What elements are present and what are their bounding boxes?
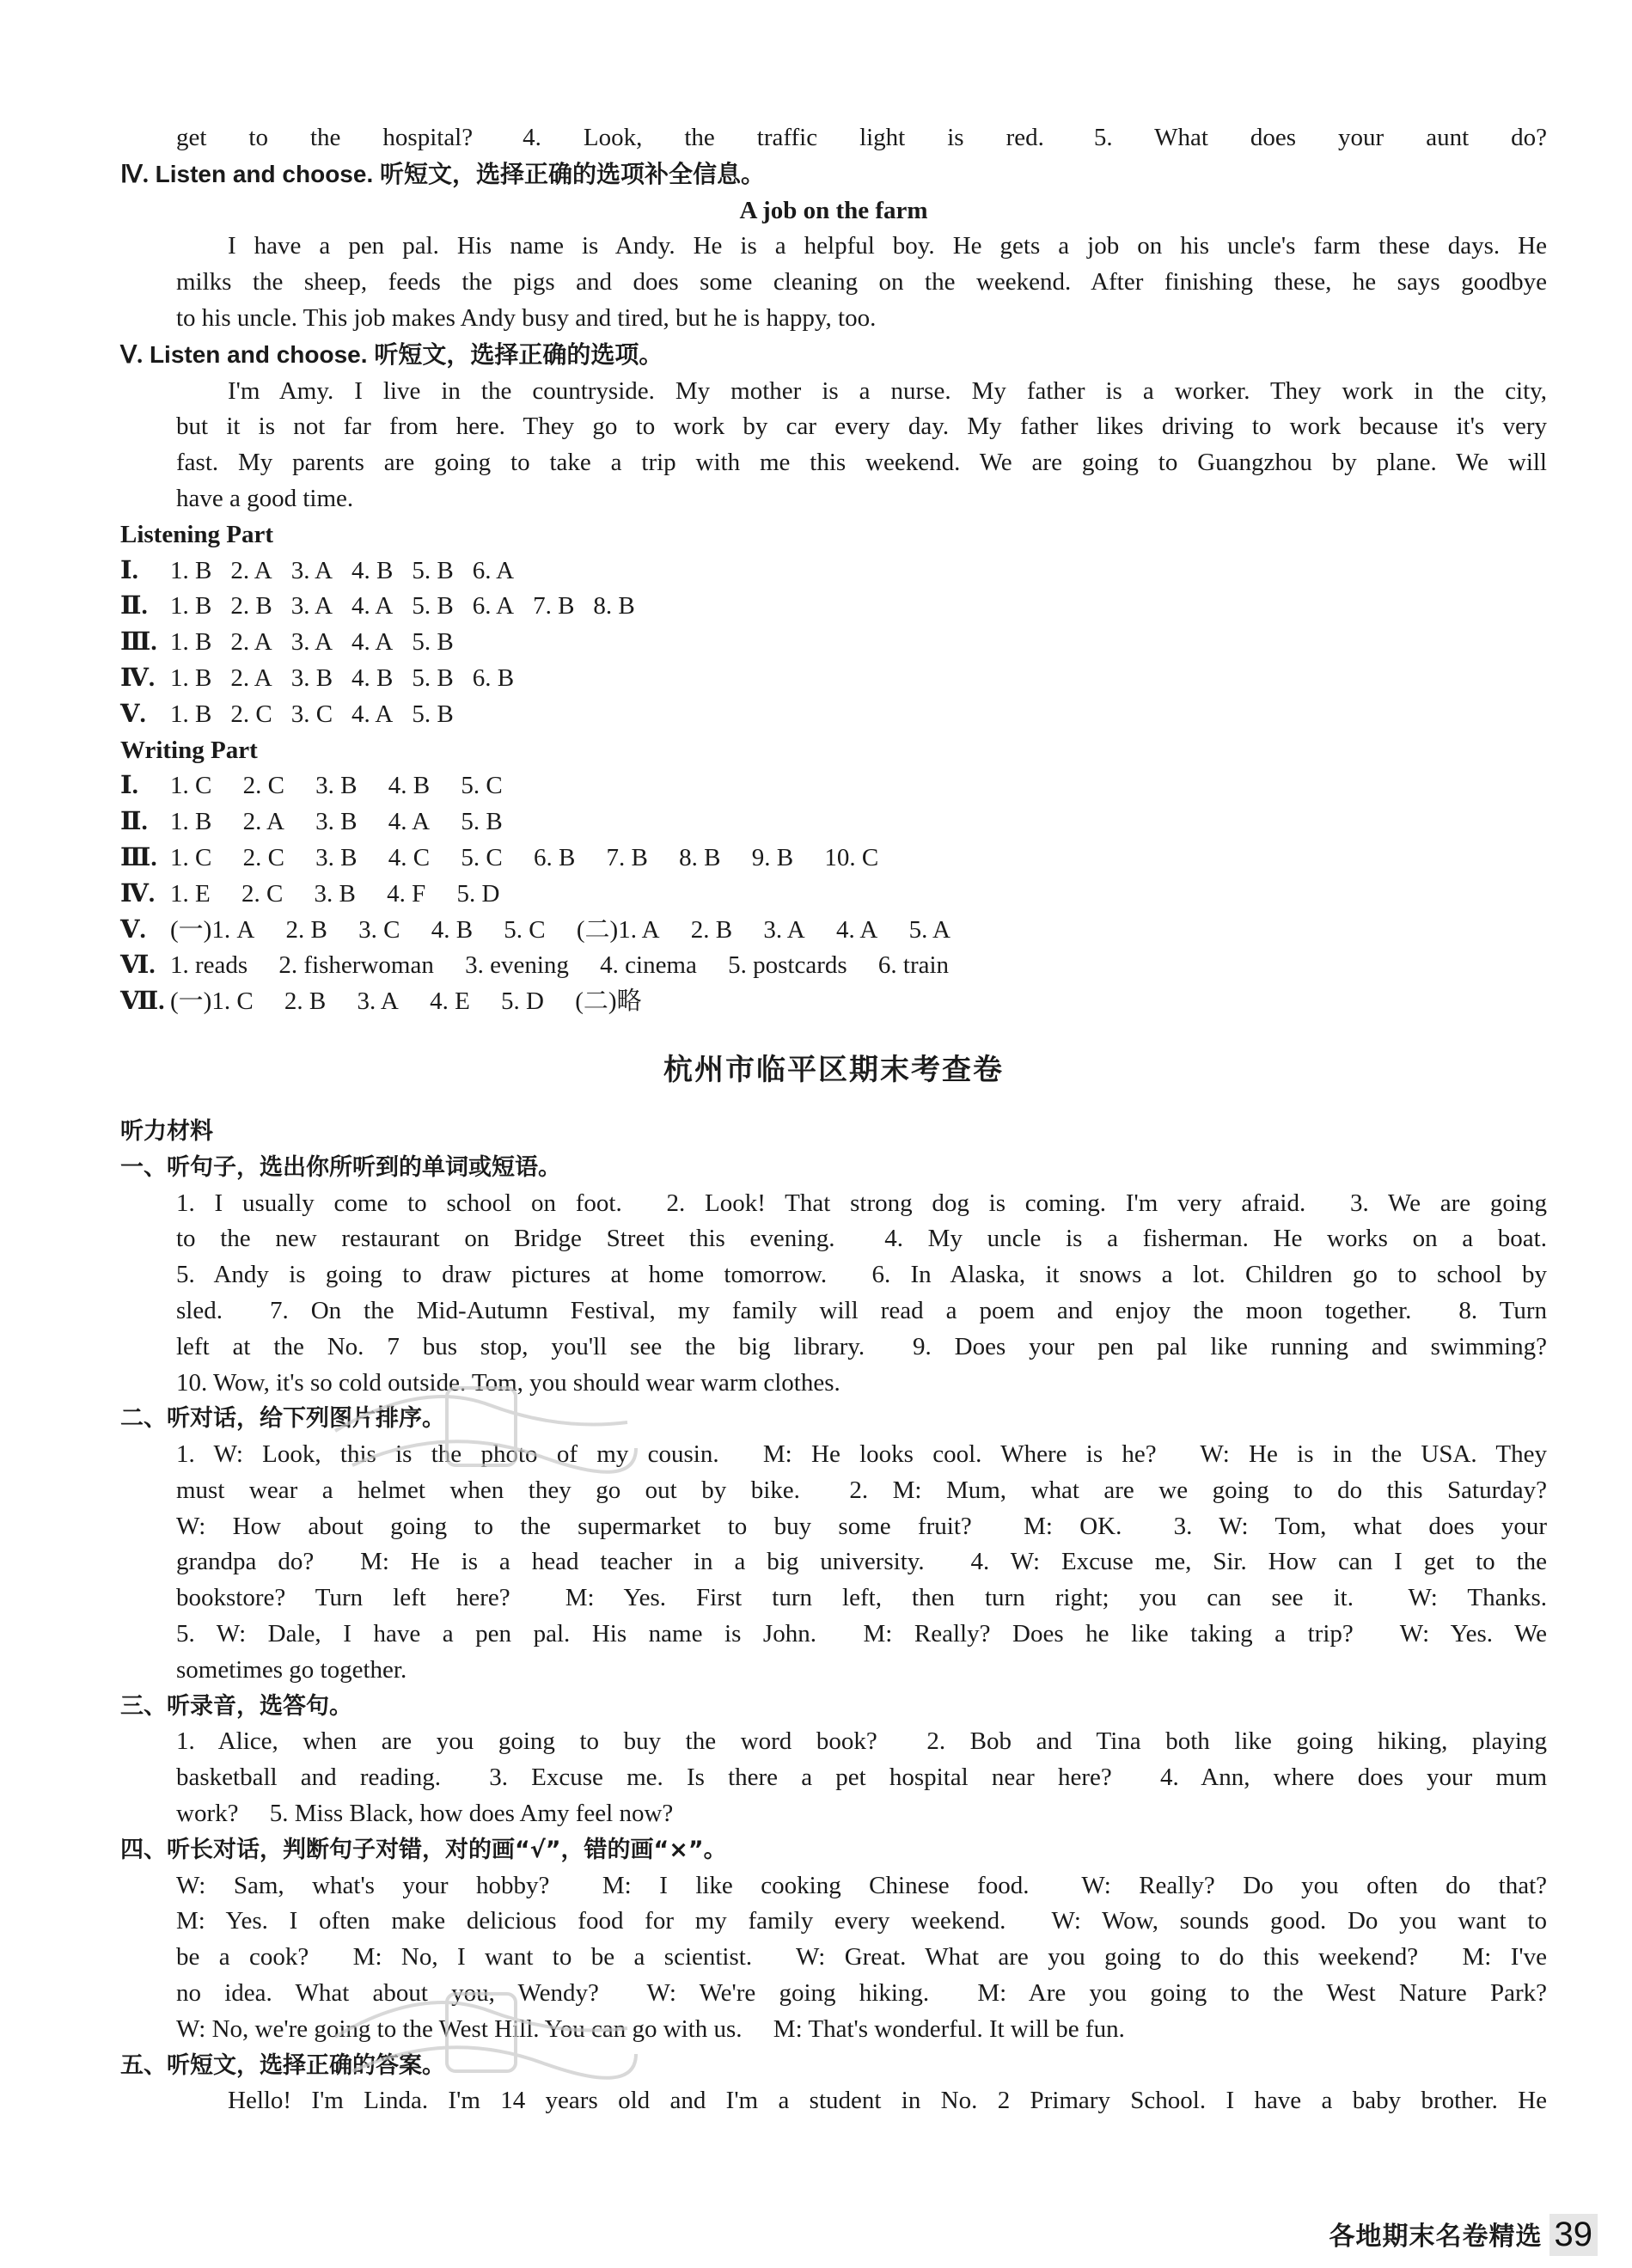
answer-row: [120, 553, 1547, 590]
row-label: Ⅰ.: [120, 556, 138, 584]
text-line: I'm Amy. I live in the countryside. My mother is a nurse. My father is a worker. They work in the city,: [228, 376, 1547, 405]
answer-item: 3. C: [290, 700, 333, 728]
section-heading: [120, 337, 1547, 374]
passage-title: A job on the farm: [739, 196, 928, 224]
answer-item: 2. A: [230, 628, 272, 657]
listening-answers: [120, 553, 1547, 733]
answer-text: 1. E 2. C 3. B 4. F 5. D: [170, 879, 500, 908]
section-heading: 四、听长对话，判断句子对错，对的画“√”，错的画“×”。: [120, 1836, 727, 1863]
book-series-title: 各地期末名卷精选: [1329, 2222, 1543, 2252]
text-line: milks the sheep, feeds the pigs and does some cleaning on the weekend. After finishing these, he says goodbye: [176, 268, 1547, 296]
text-line: but it is not far from here. They go to work by car every day. My father likes driving to work because it's very: [176, 413, 1547, 441]
answer-item: 5. B: [412, 556, 454, 584]
answer-item: 2. B: [230, 592, 272, 620]
text-line: 1. Alice, when are you going to buy the word book? 2. Bob and Tina both like going hiking, playing: [176, 1727, 1547, 1756]
text-line: to the new restaurant on Bridge Street this evening. 4. My uncle is a fisherman. He works on a boat.: [176, 1225, 1547, 1253]
answer-row: [120, 948, 1547, 984]
answer-text: 1. reads 2. fisherwoman 3. evening 4. cinema 5. postcards 6. train: [170, 951, 950, 980]
answer-item: 4. B: [351, 556, 394, 584]
section-heading: [120, 156, 1547, 193]
text-line: left at the No. 7 bus stop, you'll see the big library. 9. Does your pen pal like running and swimming?: [176, 1332, 1547, 1360]
page-number: 39: [1549, 2214, 1598, 2256]
text-line: no idea. What about you, Wendy? W: We're going hiking. M: Are you going to the West Nature Park?: [176, 1979, 1547, 2008]
row-label: Ⅲ.: [120, 628, 157, 657]
material-title: 听力材料: [120, 1117, 213, 1145]
answer-row: [120, 841, 1547, 877]
part-title: Listening Part: [120, 520, 274, 548]
text-line: be a cook? M: No, I want to be a scientist. W: Great. What are you going to do this weekend? M: I've: [176, 1943, 1547, 1972]
text-line: 5. W: Dale, I have a pen pal. His name is John. M: Really? Does he like taking a trip? W: Yes. We: [176, 1620, 1547, 1648]
answer-row: [120, 625, 1547, 661]
answer-item: 5. B: [412, 700, 454, 728]
answer-item: 4. A: [351, 592, 394, 620]
answer-item: 7. B: [533, 592, 575, 620]
answer-text: 1. C 2. C 3. B 4. B 5. C: [170, 772, 503, 800]
answer-item: 5. B: [412, 592, 454, 620]
answer-item: 2. C: [230, 700, 272, 728]
answer-item: 1. B: [170, 556, 212, 584]
answer-row: [120, 804, 1547, 841]
answer-item: 1. B: [170, 628, 212, 657]
answer-row: [120, 913, 1547, 949]
text-line: 5. Andy is going to draw pictures at home tomorrow. 6. In Alaska, it snows a lot. Children go to school by: [176, 1261, 1547, 1289]
row-label: Ⅴ.: [120, 915, 146, 944]
text-line: W: Sam, what's your hobby? M: I like cooking Chinese food. W: Really? Do you often do that?: [176, 1871, 1547, 1899]
answer-item: 5. B: [412, 663, 454, 692]
text-line: bookstore? Turn left here? M: Yes. First turn left, then turn right; you can see it. W: Thanks.: [176, 1584, 1547, 1612]
text-line: M: Yes. I often make delicious food for my family every weekend. W: Wow, sounds good. Do you want to: [176, 1907, 1547, 1935]
paper-title: 杭州市临平区期末考查卷: [663, 1052, 1004, 1087]
text-line: 1. I usually come to school on foot. 2. Look! That strong dog is coming. I'm very afraid. 3. We are going: [176, 1189, 1547, 1217]
row-label: Ⅱ.: [120, 808, 148, 836]
text-line: W: No, we're going to the West Hill. You can go with us. M: That's wonderful. It will be fun.: [176, 2014, 1125, 2043]
answer-text: 1. C 2. C 3. B 4. C 5. C 6. B 7. B 8. B 9. B 10. C: [170, 843, 879, 871]
row-label: Ⅶ.: [120, 987, 165, 1016]
watermark-stamp-bottom: [318, 1977, 645, 2097]
answer-text: 1. B 2. A 3. B 4. A 5. B: [170, 808, 503, 836]
section-number: Ⅴ.: [120, 341, 144, 369]
answer-item: 3. A: [290, 592, 333, 620]
text-line: fast. My parents are going to take a trip with me this weekend. We are going to Guangzhou by plane. We will: [176, 449, 1547, 477]
section-heading: 一、听句子，选出你所听到的单词或短语。: [120, 1153, 561, 1181]
answer-item: 3. A: [290, 556, 333, 584]
answer-item: 1. B: [170, 592, 212, 620]
answer-item: 1. B: [170, 663, 212, 692]
row-label: Ⅵ.: [120, 951, 156, 980]
answer-text: (一)1. C 2. B 3. A 4. E 5. D (二)略: [170, 987, 642, 1016]
answer-row: [120, 984, 1547, 1020]
answer-item: 4. A: [351, 700, 394, 728]
answer-item: 2. A: [230, 663, 272, 692]
row-label: Ⅴ.: [120, 700, 146, 728]
text-line: must wear a helmet when they go out by bike. 2. M: Mum, what are we going to do this Saturday?: [176, 1476, 1547, 1504]
text-line: get to the hospital? 4. Look, the traffic light is red. 5. What does your aunt do?: [176, 124, 1547, 151]
answer-item: 6. B: [472, 663, 515, 692]
page-footer: [1329, 2214, 1598, 2256]
row-label: Ⅳ.: [120, 879, 156, 908]
answer-row: [120, 768, 1547, 804]
page-content: [120, 120, 1547, 2119]
text-line: to his uncle. This job makes Andy busy and tired, but he is happy, too.: [176, 303, 877, 332]
section-number: Ⅳ.: [120, 161, 149, 188]
answer-item: 6. A: [472, 592, 515, 620]
section-heading: 五、听短文，选择正确的答案。: [120, 2051, 445, 2079]
text-line: W: How about going to the supermarket to buy some fruit? M: OK. 3. W: Tom, what does your: [176, 1512, 1547, 1540]
answer-item: 3. A: [290, 628, 333, 657]
answer-row: [120, 877, 1547, 913]
row-label: Ⅱ.: [120, 592, 148, 620]
row-label: Ⅳ.: [120, 663, 156, 692]
answer-item: 5. B: [412, 628, 454, 657]
answer-item: 8. B: [593, 592, 635, 620]
section-title: Listen and choose. 听短文，选择正确的选项。: [149, 340, 663, 368]
answer-row: [120, 661, 1547, 697]
answer-item: 6. A: [472, 556, 515, 584]
writing-answers: [120, 768, 1547, 1020]
text-line: 10. Wow, it's so cold outside. Tom, you should wear warm clothes.: [176, 1368, 840, 1397]
watermark-stamp-top: [318, 1371, 645, 1491]
answer-item: 2. A: [230, 556, 272, 584]
text-line: work? 5. Miss Black, how does Amy feel now?: [176, 1800, 674, 1828]
answer-row: [120, 697, 1547, 733]
answer-item: 4. B: [351, 663, 394, 692]
answer-item: 1. B: [170, 700, 212, 728]
text-line: have a good time.: [176, 484, 354, 512]
answer-item: 3. B: [290, 663, 333, 692]
row-label: Ⅲ.: [120, 843, 157, 871]
text-line: I have a pen pal. His name is Andy. He is a helpful boy. He gets a job on his uncle's farm these days. He: [228, 232, 1547, 260]
answer-row: [120, 589, 1547, 625]
part-title: Writing Part: [120, 736, 258, 764]
section-title: Listen and choose. 听短文，选择正确的选项补全信息。: [155, 160, 766, 187]
text-line: basketball and reading. 3. Excuse me. Is there a pet hospital near here? 4. Ann, where does your mum: [176, 1764, 1547, 1792]
text-line: 1. W: Look, this is the photo of my cousin. M: He looks cool. Where is he? W: He is in the USA. They: [176, 1440, 1547, 1469]
answer-text: (一)1. A 2. B 3. C 4. B 5. C (二)1. A 2. B 3. A 4. A 5. A: [170, 915, 950, 944]
row-label: Ⅰ.: [120, 772, 138, 800]
section-heading: 三、听录音，选答句。: [120, 1692, 352, 1720]
section-heading: 二、听对话，给下列图片排序。: [120, 1405, 445, 1433]
text-line: grandpa do? M: He is a head teacher in a big university. 4. W: Excuse me, Sir. How can I get to the: [176, 1548, 1547, 1576]
text-line: Hello! I'm Linda. I'm 14 years old and I'm a student in No. 2 Primary School. I have a baby brother. He: [228, 2087, 1547, 2115]
text-line: sled. 7. On the Mid-Autumn Festival, my family will read a poem and enjoy the moon together. 8. Turn: [176, 1296, 1547, 1324]
text-line: sometimes go together.: [176, 1655, 407, 1684]
answer-item: 4. A: [351, 628, 394, 657]
